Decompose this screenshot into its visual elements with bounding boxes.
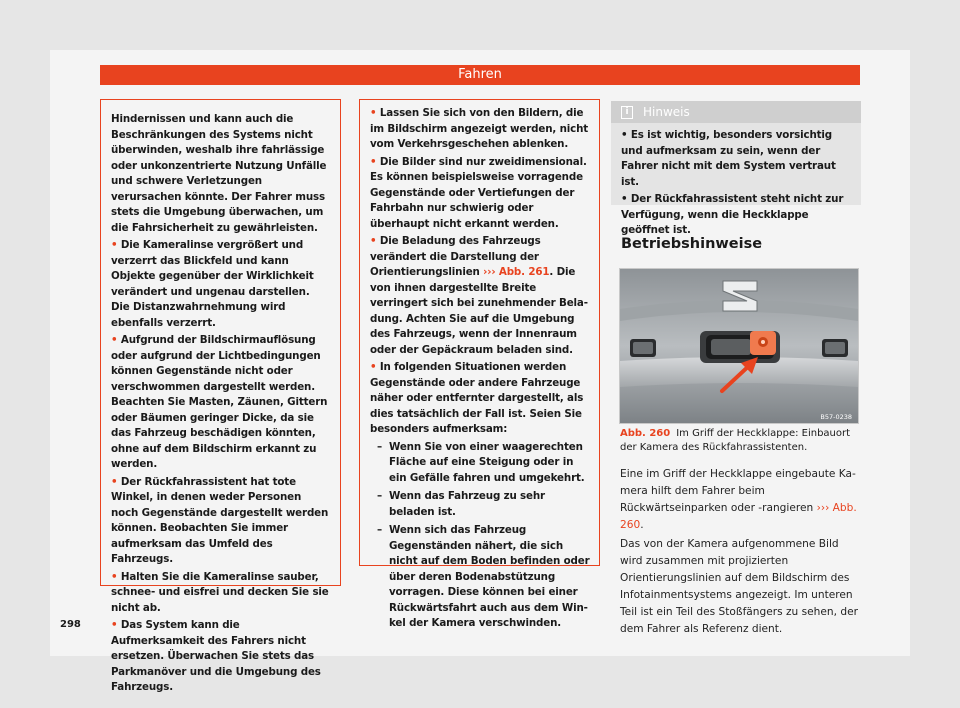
tailgate-illustration (620, 269, 858, 423)
warning-box-middle (359, 99, 600, 629)
body-paragraph: Eine im Griff der Heckklappe eingebaute Kamera hilft dem Fahrer beim Rückwärtseinparken oder -rangieren ››› Abb. 260. (620, 468, 857, 531)
dash-item: – Wenn Sie von einer waagerechten Fläche auf eine Steigung oder in ein Gefälle fahren und umgekehrt. (377, 440, 585, 484)
camera-highlight (750, 331, 776, 355)
dash-item: – Wenn das Fahrzeug zu sehr beladen ist. (377, 490, 545, 518)
warning-box-left (100, 99, 341, 693)
warning-bullet: • Halten Sie die Kameralinse sauber, schnee- und eisfrei und decken Sie sie nicht ab. (111, 570, 329, 614)
warning-bullet: • Die Beladung des Fahrzeugs verändert die Darstellung der Orientierungslinien ››› Abb. 261. Die von ihnen dargestellte Breite verringert sich bei zunehmender Beladung. Achten Sie auf die Umgebung des Fahrzeugs, wenn der Innenraum oder der Gepäckraum beladen sind. (370, 235, 589, 356)
figure-tailgate-camera (619, 268, 859, 424)
body-paragraph: Das von der Kamera aufgenommene Bild wird zusammen mit projizierten Orientierungslinien auf dem Bildschirm des Infotainmentsystems angezeigt. Im unteren Teil ist ein Teil des Stoßfängers zu sehen, der dem Fahrer als Referenz dient. (620, 538, 858, 635)
dash-item: – Wenn sich das Fahrzeug Gegenständen nähert, die sich nicht auf dem Boden befinden oder über deren Bodenabstützung vorragen. Diese können bei einer Rückwärtsfahrt auch aus dem Winkel der Kamera verschwinden. (377, 524, 590, 629)
warning-bullet: • Das System kann die Aufmerksamkeit des Fahrers nicht ersetzen. Überwachen Sie stets das Parkmanöver und die Umgebung des Fahrzeugs. (111, 619, 321, 693)
warning-bullet: • In folgenden Situationen werden Gegenstände oder andere Fahrzeuge näher oder entfernter dargestellt, als dies tatsächlich der Fall ist. Seien Sie besonders aufmerksam: (370, 361, 584, 435)
note-bullet: • Es ist wichtig, besonders vorsichtig und aufmerksam zu sein, wenn der Fahrer nicht mit dem System vertraut ist. (621, 129, 836, 188)
info-icon: i (621, 106, 633, 119)
note-box (611, 101, 861, 236)
figure-caption: Abb. 260 Im Griff der Heckklappe: Einbauort der Kamera des Rückfahrassistenten. (620, 428, 851, 453)
figure-link[interactable]: ››› Abb. 260 (620, 502, 857, 531)
chapter-header: Fahren (100, 65, 860, 85)
section-title: Betriebshinweise (621, 236, 763, 252)
note-header (611, 101, 861, 123)
note-bullet: • Der Rückfahrassistent steht nicht zur Verfügung, wenn die Heckklappe geöffnet ist. (621, 193, 844, 236)
figure-code: B57-0238 (820, 413, 852, 421)
warning-bullet: • Lassen Sie sich von den Bildern, die im Bildschirm angezeigt werden, nicht vom Verkehrsgeschehen ablenken. (370, 107, 589, 150)
warning-bullet: • Die Kameralinse vergrößert und verzerrt das Blickfeld und kann Objekte gegenüber der Wirklichkeit verändert und ungenau darstellen. Die Distanzwahrnehmung wird ebenfalls verzerrt. (111, 239, 314, 329)
figure-link[interactable]: ››› Abb. 261 (483, 266, 550, 278)
figure-label: Abb. 260 (620, 428, 671, 439)
warning-bullet: • Die Bilder sind nur zweidimensional. Es können beispielsweise vorragende Gegenstände oder Vertiefungen der Fahrbahn nur schwierig oder überhaupt nicht erkannt werden. (370, 155, 587, 230)
page-number: 298 (60, 619, 81, 630)
warning-bullet: • Aufgrund der Bildschirmauflösung oder aufgrund der Lichtbedingungen können Gegenstände nicht oder verschwommen dargestellt werden. Beachten Sie Masten, Zäunen, Gittern oder Bäumen geringer Dicke, da sie das Fahrzeug beschädigen könnten, ohne auf dem Bildschirm erkannt zu werden. (111, 334, 328, 470)
body-text (620, 466, 860, 640)
note-title: Hinweis (643, 105, 690, 119)
warning-bullet: • Der Rückfahrassistent hat tote Winkel, in denen weder Personen noch Gegenstände dargestellt werden können. Beobachten Sie immer aufmerksam das Umfeld des Fahrzeugs. (111, 475, 329, 565)
warning-intro: Hindernissen und kann auch die Beschränkungen des Systems nicht überwinden, weshalb ihre fahrlässige oder unkonzentrierte Nutzung Unfälle und schwere Verletzungen verursachen könnte. Der Fahrer muss stets die Umgebung überwachen, um die Fahrsicherheit zu gewährleisten. (111, 113, 327, 234)
